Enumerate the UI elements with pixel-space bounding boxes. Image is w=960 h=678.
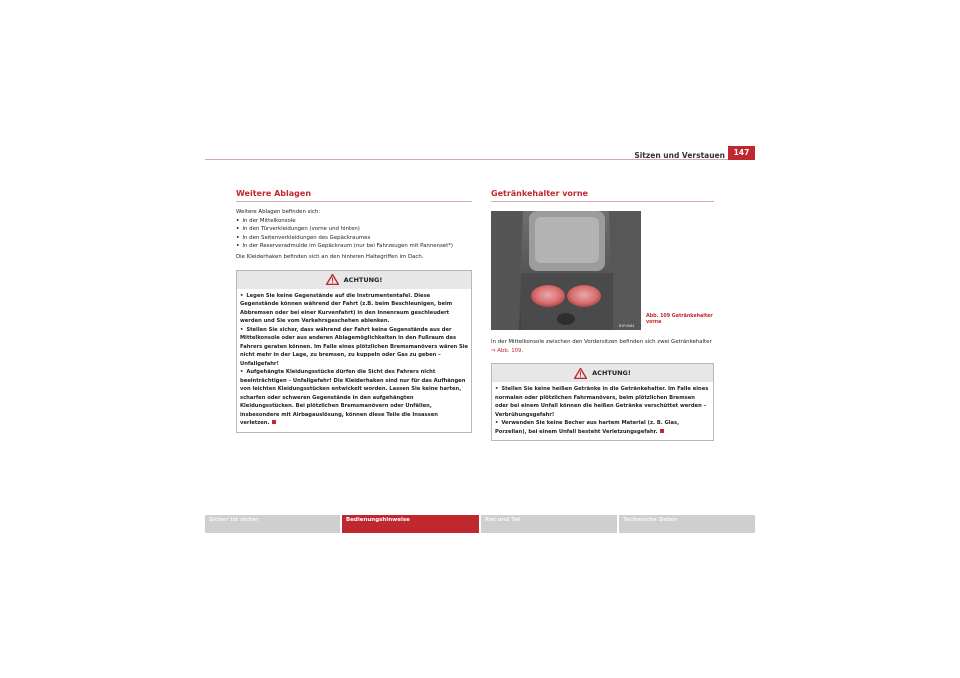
warning-item-text: Verwenden Sie keine Becher aus hartem Material (z. B. Glas, Porzellan), bei einem Unfall besteht Verletzungsgefahr. [495, 420, 680, 435]
list-item: • In den Seitenverkleidungen des Gepäckraumes [236, 234, 472, 243]
warning-item [240, 368, 468, 428]
cup-holder-text [491, 338, 714, 355]
footer-tab-technische-daten[interactable]: Technische Daten [619, 515, 755, 533]
warning-header [237, 271, 471, 289]
footer-tab-rat-und-tat[interactable]: Rat und Tat [481, 515, 617, 533]
warning-item-text: Aufgehängte Kleidungsstücke dürfen die Sicht des Fahrers nicht beeinträchtigen – Unfallgefahr! Die Kleiderhaken sind nur für das Aufhängen von leichten Kleidungsstücken entwickelt worden. Lassen Sie keine harten, scharfen oder schweren Gegenstände in den aufgehängten Kleidungsstücken. Bei plötzlichen Bremsmanövern oder Unfällen, insbesondere mit Airbagauslösung, können diese Teile die Insassen verletzen. [240, 369, 466, 427]
footer-tab-bedienungshinweise[interactable]: Bedienungshinweise [342, 515, 479, 533]
storage-list [236, 217, 472, 251]
warning-list [237, 289, 471, 432]
para-prefix: In der Mittelkonsole zwischen den Vordersitzen befinden sich zwei Getränkehalter [491, 339, 712, 345]
end-of-section-icon [660, 429, 664, 433]
warning-box [491, 363, 714, 441]
list-item: • In der Reserveradmulde im Gepäckraum (nur bei Fahrzeugen mit Pannenset*) [236, 242, 472, 251]
right-column [491, 189, 714, 441]
running-header-title: Sitzen und Verstauen [634, 151, 725, 160]
page-number: 147 [728, 146, 755, 160]
list-item: • In der Mittelkonsole [236, 217, 472, 226]
warning-item: • Stellen Sie sicher, dass während der Fahrt keine Gegenstände aus der Mittelkonsole oder aus anderen Ablagemöglichkeiten in den Fußraum des Fahrers geraten können. Im Falle eines plötzlichen Bremsmanövers wären Sie nicht mehr in der Lage, zu bremsen, zu kuppeln oder Gas zu geben – Unfallgefahr! [240, 326, 468, 369]
section-heading-getraenkehalter: Getränkehalter vorne [491, 189, 714, 202]
cup-holder-photo [491, 211, 641, 330]
figure [491, 202, 714, 334]
section-heading-weitere-ablagen: Weitere Ablagen [236, 189, 472, 202]
coat-hook-text: Die Kleiderhaken befinden sich an den hinteren Haltegriffen im Dach. [236, 253, 424, 260]
image-code: B1P-0084 [619, 324, 635, 328]
warning-item: • Stellen Sie keine heißen Getränke in die Getränkehalter. Im Falle eines normalen oder plötzlichen Fahrmanövers, beim plötzlichen Bremsen oder bei einem Unfall können die heißen Getränke verschüttet werden – Verbrühungsgefahr! [495, 385, 710, 419]
intro-text: Weitere Ablagen befinden sich: [236, 209, 321, 215]
warning-header [492, 364, 713, 382]
figure-reference-link[interactable]: ⇒ Abb. 109 [491, 347, 522, 354]
warning-box [236, 270, 472, 433]
figure-caption: Abb. 109 Getränkehalter vorne [646, 314, 713, 325]
warning-triangle-icon [326, 274, 339, 285]
warning-triangle-icon [574, 368, 587, 379]
warning-item [495, 419, 710, 436]
footer-tab-sicher-ist-sicher[interactable]: Sicher ist sicher [205, 515, 340, 533]
warning-item: • Legen Sie keine Gegenstände auf die Instrumententafel. Diese Gegenstände können während der Fahrt (z.B. beim Beschleunigen, beim Abbremsen oder bei einer Kurvenfahrt) in den Innenraum geschleudert werden und Sie vom Verkehrsgeschehen ablenken. [240, 292, 468, 326]
warning-title: ACHTUNG! [343, 275, 383, 284]
end-of-section-icon [272, 420, 276, 424]
left-column [236, 189, 472, 433]
para-suffix: . [521, 347, 524, 354]
warning-list [492, 382, 713, 440]
warning-title: ACHTUNG! [592, 369, 631, 378]
list-item: • In den Türverkleidungen (vorne und hinten) [236, 225, 472, 234]
